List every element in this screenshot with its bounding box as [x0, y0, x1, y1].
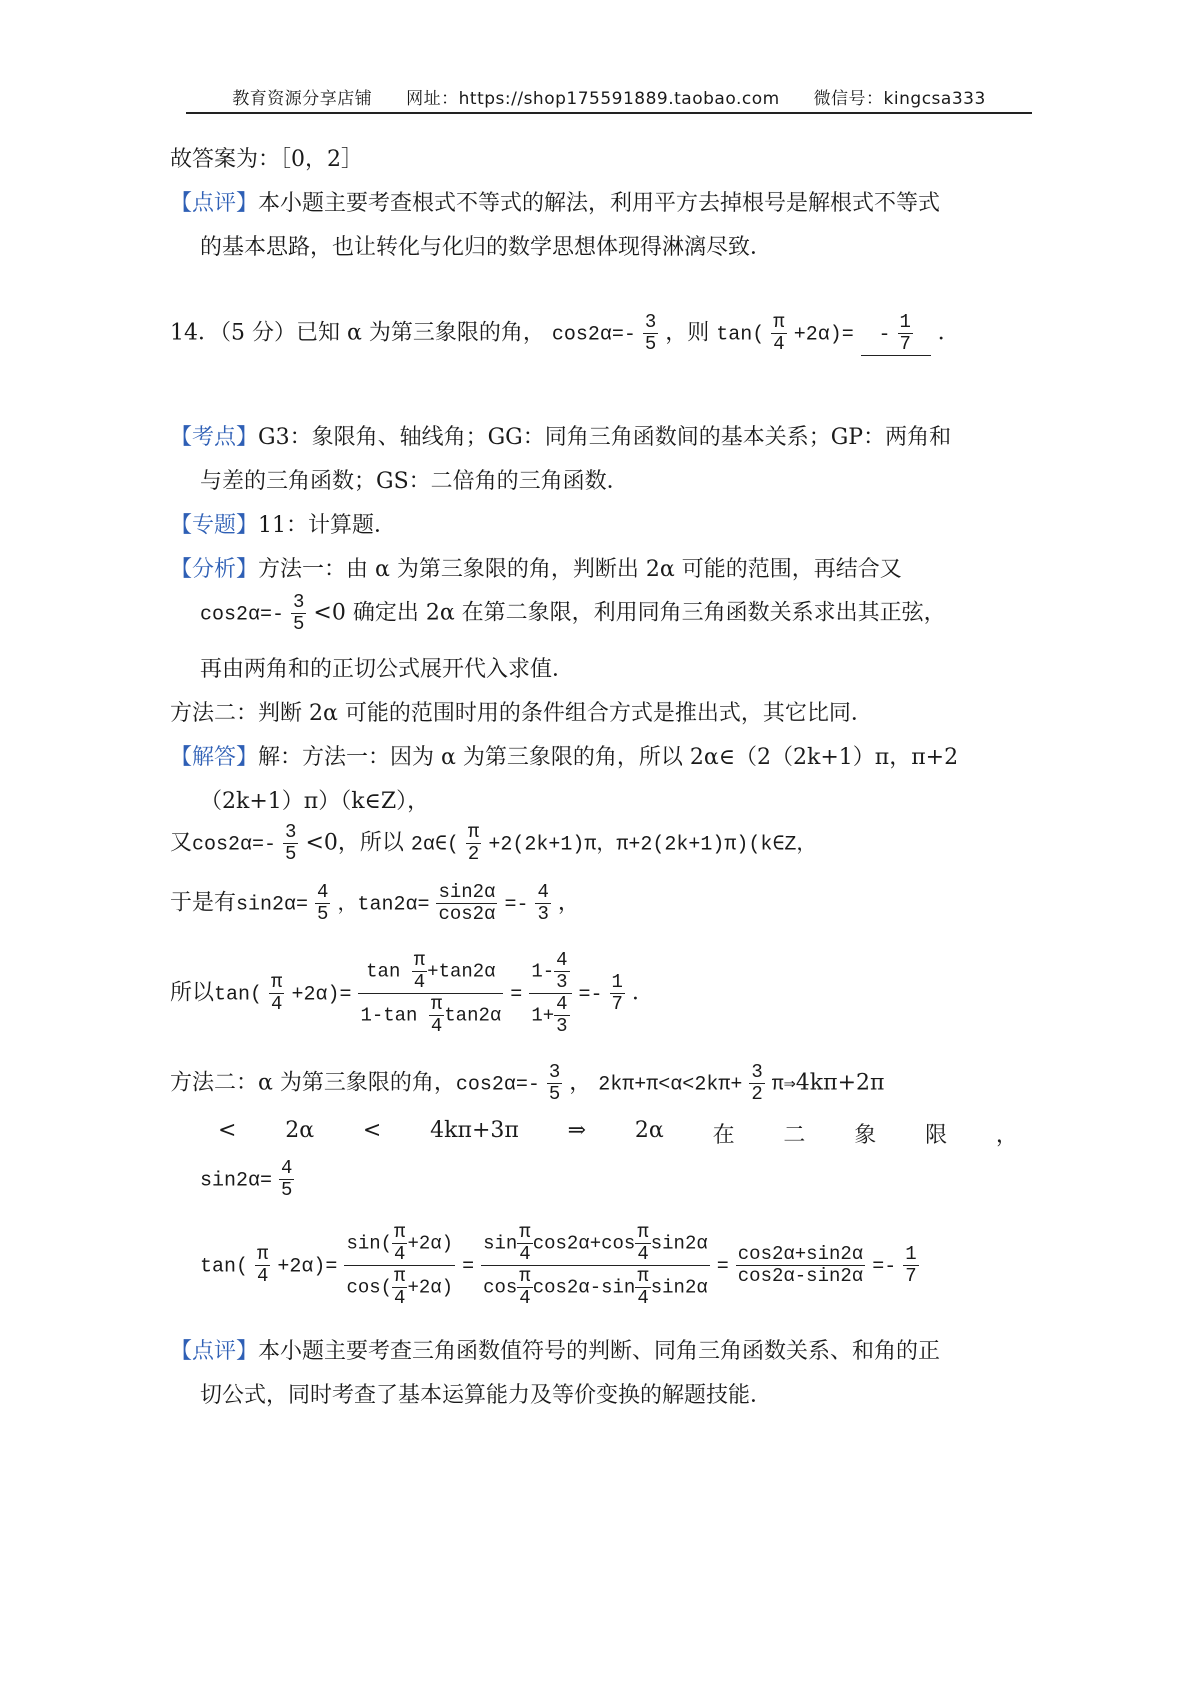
fraction-denominator: 4: [637, 1286, 649, 1309]
fraction-numerator: 3: [751, 1061, 763, 1083]
jieda-line-1: [170, 740, 958, 771]
token: 在: [712, 1123, 735, 1148]
fraction-4-3: [554, 950, 569, 993]
fraction-denominator: 7: [905, 1264, 917, 1287]
fraction-denominator: cos2α: [438, 902, 496, 925]
fraction-pi-4: [412, 950, 427, 993]
zhuanti-line: [170, 508, 396, 539]
you-mid-text: <0，所以: [305, 830, 404, 856]
plus2a: +2α): [407, 1276, 454, 1299]
token: 象: [854, 1123, 877, 1148]
tan-close: +2α)=: [291, 983, 352, 1007]
fraction-numerator: π: [519, 1221, 531, 1243]
fraction-numerator: 1: [611, 970, 623, 993]
fraction-numerator: π: [394, 1264, 406, 1287]
fraction-4-3: [535, 882, 550, 925]
fenxi-cos-expr: cos2α=-: [200, 603, 285, 627]
fraction-denominator: [481, 1266, 710, 1309]
token: 4kπ+3π: [430, 1118, 519, 1143]
cos-expr: cos2α=-: [192, 833, 277, 857]
one-minus: 1-: [531, 960, 555, 983]
tan-open: tan(: [214, 983, 263, 1007]
fraction-pi-2: [466, 822, 481, 865]
implies: π⇒: [771, 1073, 796, 1097]
equals: =: [462, 1255, 475, 1279]
fraction-pi-4: [635, 1266, 650, 1309]
alpha-range: 2kπ+π<α<2kπ+: [598, 1073, 743, 1097]
q14-mid: ，则: [665, 320, 710, 346]
range-rest: +2(2k+1)π，π+2(2k+1)π)(k∈Z，: [488, 833, 817, 857]
equals: =: [510, 983, 523, 1007]
sin-text: sin: [483, 1232, 518, 1255]
token: 限: [925, 1123, 948, 1148]
comment2-line-1: [170, 1334, 940, 1365]
jieda-line-4: [170, 882, 580, 925]
fraction-denominator: 5: [281, 1178, 293, 1201]
comment1-line-1: [170, 186, 940, 217]
q14-fraction-3-5: [643, 312, 658, 355]
fraction-denominator: 5: [644, 332, 657, 355]
comma: ，: [569, 1070, 592, 1096]
fraction-4-3: [554, 994, 569, 1037]
fraction-1-7: [903, 1244, 918, 1287]
tan2a-expr: ，tan2α=: [337, 893, 430, 917]
kaodian-text-a: G3：象限角、轴线角；GG：同角三角函数间的基本关系；GP：两角和: [258, 425, 952, 450]
wechat-id: 微信号：kingcsa333: [813, 89, 986, 109]
fraction-numerator: cos2α+sin2α: [737, 1242, 864, 1265]
plus-tan2a: +tan2α: [427, 960, 496, 983]
fenxi-line-1: [170, 552, 902, 583]
fenxi-text-b: <0 确定出 2α 在第二象限，利用同角三角函数关系求出其正弦，: [313, 600, 946, 626]
fenxi-line-3: [200, 652, 574, 683]
fraction-numerator: [481, 1222, 710, 1266]
comment2-text-a: 本小题主要考查三角函数值符号的判断、同角三角函数关系、和角的正: [258, 1339, 941, 1364]
answer-sign: -: [878, 323, 891, 347]
zhuanti-tag: 【专题】: [170, 513, 259, 538]
fraction-denominator: 3: [537, 902, 549, 925]
cos2a-plus-cos: cos2α+cos: [532, 1232, 636, 1255]
q14-end: ．: [937, 320, 960, 346]
comment2-line-2: [200, 1378, 772, 1409]
fraction-denominator: 7: [611, 992, 623, 1015]
method2-line-3: [200, 1158, 294, 1201]
fraction-pi-4: [269, 972, 284, 1015]
fraction-pi-4: [517, 1222, 532, 1265]
fraction-numerator: sin2α: [438, 881, 496, 903]
fraction-pi-4: [255, 1244, 270, 1287]
fraction-numerator: π: [773, 311, 785, 333]
cos-expr: cos2α=-: [455, 1073, 540, 1097]
sin2a-text: sin2α: [650, 1232, 708, 1255]
fraction-numerator: 4: [317, 881, 329, 903]
fraction-numerator: π: [271, 970, 283, 993]
method2-end: 4kπ+2π: [795, 1070, 885, 1096]
tan2a-text: tan2α: [444, 1004, 502, 1027]
fraction-denominator: 4: [637, 1242, 649, 1265]
fraction-pi-4: [392, 1222, 407, 1265]
token: <: [362, 1118, 382, 1143]
fraction-denominator: 4: [430, 1014, 443, 1037]
fraction-denominator: [358, 994, 503, 1037]
fraction-denominator: 4: [394, 1242, 406, 1265]
kaodian-line-2: [200, 464, 629, 495]
fraction-4-5: [315, 882, 330, 925]
answer-text: 故答案为：［0，2］: [170, 147, 363, 172]
answer-line: [170, 142, 363, 173]
fraction-denominator: 2: [467, 842, 480, 865]
equals: =: [716, 1255, 729, 1279]
shop-name: 教育资源分享店铺: [232, 89, 373, 109]
comment2-tag: 【点评】: [170, 1339, 259, 1364]
fraction-numerator: 4: [556, 992, 568, 1015]
fraction-numerator: 3: [293, 591, 305, 613]
period: ．: [631, 980, 654, 1006]
jieda-line-5: [170, 950, 654, 1037]
token: 2α: [285, 1118, 315, 1143]
cos-open: cos(: [346, 1276, 393, 1299]
fraction-denominator: 4: [519, 1286, 531, 1309]
fraction-denominator: 5: [317, 902, 329, 925]
token: ⇒: [567, 1118, 587, 1143]
fenxi-line-2: [200, 592, 946, 635]
page-header: [186, 84, 1032, 114]
fraction-pi-4: [392, 1266, 407, 1309]
sin-expr: sin2α=: [236, 893, 309, 917]
fraction-numerator: π: [637, 1221, 649, 1243]
fraction-pi-4: [517, 1266, 532, 1309]
yushi-text: 于是有: [170, 890, 237, 916]
q14-answer-blank: [861, 312, 931, 356]
fraction-denominator: [344, 1266, 455, 1309]
fraction-numerator: π: [467, 821, 480, 843]
fraction-3-2: [749, 1062, 764, 1105]
fraction-denominator: 3: [556, 1014, 568, 1037]
fraction-numerator: 3: [644, 311, 657, 333]
q14-tan-close: +2α)=: [793, 323, 854, 347]
fraction-denominator: 5: [548, 1082, 561, 1105]
fraction-numerator: π: [430, 992, 443, 1015]
q14-prefix: 14．（5 分）已知 α 为第三象限的角，: [170, 320, 545, 346]
method2-line-1: [170, 1062, 884, 1105]
fraction-numerator: 4: [556, 949, 568, 971]
numeric-fraction: [529, 950, 571, 1037]
plus2a: +2α): [407, 1232, 454, 1255]
fraction-3-5: [547, 1062, 562, 1105]
shop-url: 网址：https://shop175591889.taobao.com: [406, 89, 780, 109]
answer-fraction: [898, 312, 913, 355]
fraction-denominator: 4: [394, 1286, 406, 1309]
fenxi-text-c: 再由两角和的正切公式展开代入求值．: [200, 657, 575, 682]
fraction-numerator: π: [413, 949, 426, 971]
kaodian-line-1: [170, 420, 951, 451]
fraction-denominator: 4: [519, 1242, 531, 1265]
fraction-numerator: 4: [537, 881, 549, 903]
comma: ，: [557, 890, 580, 916]
fraction-4-5: [279, 1158, 294, 1201]
sin-cos-fraction: [344, 1222, 455, 1309]
zhuanti-text: 11：计算题．: [258, 513, 397, 538]
fraction-numerator: 1: [899, 311, 911, 333]
q14-tan-open: tan(: [716, 323, 765, 347]
jieda-line-2: [200, 784, 429, 815]
sin-expr: sin2α=: [200, 1169, 273, 1193]
token: 二: [783, 1123, 806, 1148]
fraction-1-7: [610, 972, 625, 1015]
eq-minus: =-: [578, 983, 603, 1007]
fraction-denominator: 5: [285, 842, 297, 865]
ratio-fraction: [736, 1244, 865, 1287]
fraction-denominator: 4: [271, 992, 283, 1015]
fraction-denominator: 4: [257, 1264, 269, 1287]
comment1-line-2: [200, 230, 772, 261]
fraction-pi-4: [429, 994, 444, 1037]
fraction-denominator: 5: [293, 612, 305, 635]
jieda-text-a: 解：方法一：因为 α 为第三象限的角，所以 2α∈（2（2k+1）π，π+2: [258, 745, 959, 770]
comment1-text-b: 的基本思路，也让转化与化归的数学思想体现得淋漓尽致．: [200, 235, 773, 260]
q14-cos-expr: cos2α=-: [551, 323, 636, 347]
sin2a-text: sin2α: [650, 1276, 708, 1299]
token: ，: [995, 1123, 1018, 1148]
fenxi-text-a: 方法一：由 α 为第三象限的角，判断出 2α 可能的范围，再结合又: [258, 557, 902, 582]
method2-line-4: [200, 1222, 919, 1309]
fraction-numerator: 3: [285, 821, 297, 843]
fraction-3-5: [283, 822, 298, 865]
fenxi-fraction-3-5: [291, 592, 306, 635]
tan-close: +2α)=: [277, 1255, 338, 1279]
one-minus-tan: 1-tan: [360, 1004, 418, 1027]
token: <: [218, 1118, 237, 1143]
kaodian-tag: 【考点】: [170, 425, 259, 450]
suoyi-text: 所以: [170, 980, 215, 1006]
one-plus: 1+: [531, 1004, 555, 1027]
method2-summary: [170, 696, 873, 727]
fraction-numerator: π: [637, 1264, 649, 1287]
tan-sum-fraction: [358, 950, 503, 1037]
fraction-denominator: 2: [751, 1082, 763, 1105]
method2-line-2: [218, 1118, 1018, 1149]
method2-text: 方法二：判断 2α 可能的范围时用的条件组合方式是推出式，其它比同．: [170, 701, 873, 726]
jieda-line-3: [170, 822, 816, 865]
range-open: 2α∈(: [410, 833, 459, 857]
kaodian-text-b: 与差的三角函数；GS：二倍角的三角函数．: [200, 469, 629, 494]
fenxi-tag: 【分析】: [170, 557, 259, 582]
fraction-numerator: [529, 950, 571, 994]
question-14: [170, 312, 960, 356]
cos2a-minus-sin: cos2α-sin: [532, 1276, 636, 1299]
eq-minus: =-: [872, 1255, 897, 1279]
jieda-text-b: （2k+1）π）（k∈Z），: [200, 789, 430, 814]
method2-prefix: 方法二：α 为第三象限的角，: [170, 1070, 456, 1096]
token: 2α: [634, 1118, 664, 1143]
fraction-numerator: π: [394, 1221, 406, 1243]
q14-fraction-pi-4: [771, 312, 786, 355]
fraction-denominator: 4: [773, 332, 785, 355]
fraction-denominator: [529, 994, 571, 1037]
fraction-numerator: 4: [281, 1157, 293, 1179]
comment2-text-b: 切公式，同时考查了基本运算能力及等价变换的解题技能．: [200, 1383, 773, 1408]
fraction-sin-cos: [436, 882, 497, 925]
fraction-denominator: cos2α-sin2α: [737, 1264, 864, 1287]
fraction-denominator: 7: [899, 332, 911, 355]
fraction-numerator: π: [519, 1264, 531, 1287]
you-text: 又: [170, 830, 193, 856]
tan-open: tan(: [200, 1255, 249, 1279]
comment1-text-a: 本小题主要考查根式不等式的解法，利用平方去掉根号是解根式不等式: [258, 191, 941, 216]
fraction-numerator: π: [257, 1242, 269, 1265]
fraction-pi-4: [635, 1222, 650, 1265]
eq-minus: =-: [504, 893, 529, 917]
expanded-fraction: [481, 1222, 710, 1309]
jieda-tag: 【解答】: [170, 745, 259, 770]
sin-open: sin(: [346, 1232, 393, 1255]
fraction-numerator: 3: [548, 1061, 561, 1083]
fraction-denominator: 3: [556, 970, 568, 993]
fraction-numerator: [358, 950, 503, 994]
fraction-numerator: 1: [905, 1242, 917, 1265]
fraction-denominator: 4: [413, 970, 426, 993]
comment1-tag: 【点评】: [170, 191, 259, 216]
tan-text: tan: [366, 960, 401, 983]
cos-text: cos: [483, 1276, 518, 1299]
fraction-numerator: [344, 1222, 455, 1266]
